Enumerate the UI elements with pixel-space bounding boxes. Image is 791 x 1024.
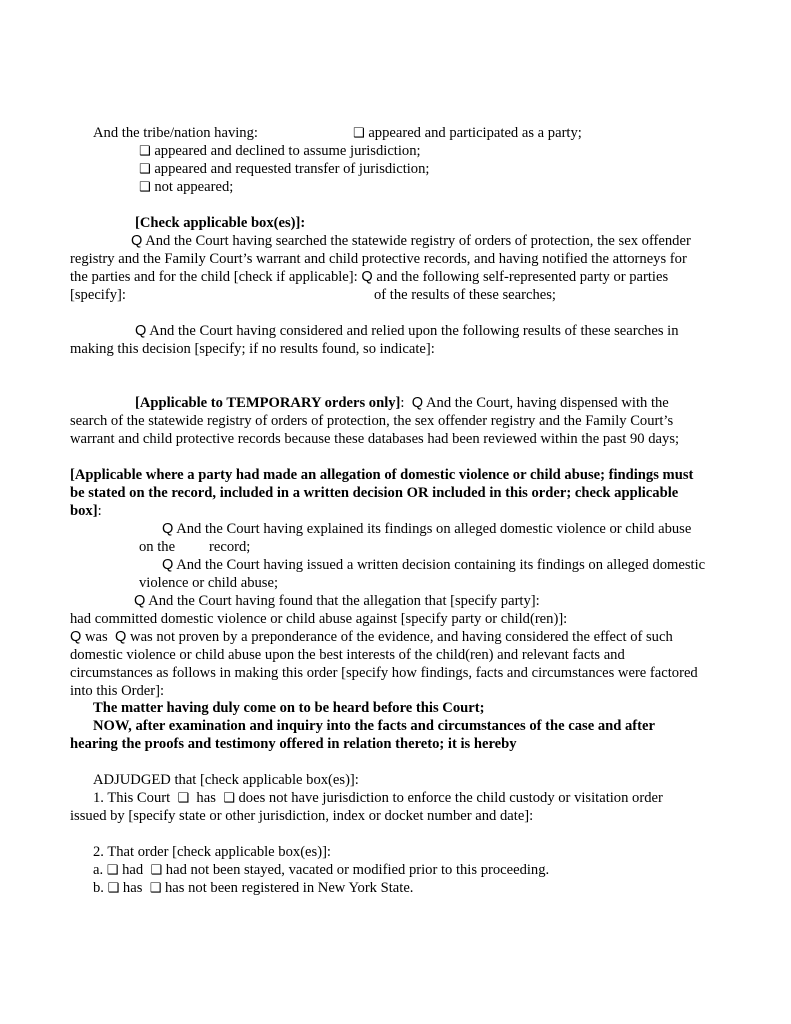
checkbox-icon[interactable]: ❑ — [106, 863, 119, 878]
allegation-line-1: [Applicable where a party had made an allegation of domestic violence or child abuse; findings must — [70, 467, 694, 483]
checkbox-icon[interactable]: ❑ — [139, 162, 151, 177]
temporary-line-2: search of the statewide registry of orders of protection, the sex offender registry and the Family Court’s — [70, 413, 674, 429]
now-line-1: NOW, after examination and inquiry into the facts and circumstances of the case and after — [93, 718, 655, 734]
considered-line-1: Q And the Court having considered and relied upon the following results of these searches in — [135, 323, 679, 339]
findings-committed-line: had committed domestic violence or child abuse against [specify party or child(ren)]: — [70, 611, 568, 627]
adjudged-line: ADJUDGED that [check applicable box(es)]: — [93, 772, 359, 788]
check-heading: [Check applicable box(es)]: — [135, 215, 306, 231]
q-checkbox-icon[interactable]: Q — [131, 233, 143, 249]
item-1-line-1: 1. This Court ❑ has ❑ does not have jurisdiction to enforce the child custody or visitation order — [93, 790, 663, 806]
item-2-title: 2. That order [check applicable box(es)]: — [93, 844, 331, 860]
tribe-option-not-appeared — [139, 178, 233, 197]
findings-explained-record: record; — [209, 539, 251, 555]
findings-line-6: domestic violence or child abuse upon the best interests of the child(ren) and relevant facts and — [70, 647, 625, 663]
allegation-line-2: be stated on the record, included in a written decision OR included in this order; check applicable — [70, 485, 679, 501]
tribe-option-transfer — [139, 160, 429, 179]
registry-specify-label: [specify]: — [70, 287, 126, 303]
temporary-line-3: warrant and child protective records because these databases had been reviewed within the past 90 days; — [70, 431, 680, 447]
considered-line-2: making this decision [specify; if no results found, so indicate]: — [70, 341, 435, 357]
findings-written-line-1: Q And the Court having issued a written decision containing its findings on alleged domestic — [162, 557, 706, 573]
q-checkbox-icon[interactable]: Q — [115, 629, 127, 645]
registry-line-3: the parties and for the child [check if applicable]: Q and the following self-represented party or parties — [70, 269, 669, 285]
option-label: appeared and participated as a party; — [368, 125, 582, 141]
checkbox-icon[interactable]: ❑ — [150, 863, 163, 878]
tribe-option-declined — [139, 142, 421, 161]
findings-found-line: Q And the Court having found that the allegation that [specify party]: — [134, 593, 540, 609]
tribe-intro: And the tribe/nation having: — [93, 125, 258, 141]
checkbox-icon[interactable]: ❑ — [353, 126, 365, 141]
option-label: not appeared; — [154, 179, 234, 195]
matter-heard-line: The matter having duly come on to be heard before this Court; — [93, 700, 485, 716]
findings-explained-line-2: on the — [139, 539, 176, 555]
option-label: appeared and declined to assume jurisdiction; — [154, 143, 421, 159]
checkbox-icon[interactable]: ❑ — [177, 791, 190, 806]
allegation-line-3: box]: — [70, 503, 102, 519]
q-checkbox-icon[interactable]: Q — [162, 521, 174, 537]
q-checkbox-icon[interactable]: Q — [411, 395, 424, 411]
q-checkbox-icon[interactable]: Q — [361, 269, 373, 285]
findings-written-line-2: violence or child abuse; — [139, 575, 278, 591]
item-2a-line: a. ❑ had ❑ had not been stayed, vacated or modified prior to this proceeding. — [93, 862, 550, 878]
registry-line-1: Q And the Court having searched the statewide registry of orders of protection, the sex offender — [131, 233, 691, 249]
findings-proven-line: Q was Q was not proven by a preponderance of the evidence, and having considered the effect of such — [70, 629, 673, 645]
checkbox-icon[interactable]: ❑ — [139, 144, 151, 159]
findings-line-8: into this Order]: — [70, 683, 165, 699]
checkbox-icon[interactable]: ❑ — [223, 791, 235, 806]
registry-results-text: of the results of these searches; — [374, 287, 556, 303]
findings-line-7: circumstances as follows in making this order [specify how findings, facts and circumstances were factored — [70, 665, 698, 681]
tribe-option-participated — [353, 124, 582, 143]
findings-explained-line-1: Q And the Court having explained its findings on alleged domestic violence or child abuse — [162, 521, 692, 537]
option-label: appeared and requested transfer of jurisdiction; — [154, 161, 430, 177]
q-checkbox-icon[interactable]: Q — [134, 593, 146, 609]
checkbox-icon[interactable]: ❑ — [107, 881, 120, 896]
checkbox-icon[interactable]: ❑ — [139, 180, 151, 195]
q-checkbox-icon[interactable]: Q — [70, 629, 82, 645]
temporary-line-1: [Applicable to TEMPORARY orders only]: Q And the Court, having dispensed with the — [135, 395, 669, 411]
item-2b-line: b. ❑ has ❑ has not been registered in New York State. — [93, 880, 414, 896]
checkbox-icon[interactable]: ❑ — [149, 881, 162, 896]
q-checkbox-icon[interactable]: Q — [135, 323, 147, 339]
now-line-2: hearing the proofs and testimony offered in relation thereto; it is hereby — [70, 736, 517, 752]
q-checkbox-icon[interactable]: Q — [162, 557, 174, 573]
item-1-line-2: issued by [specify state or other jurisdiction, index or docket number and date]: — [70, 808, 534, 824]
registry-line-2: registry and the Family Court’s warrant and child protective records, and having notified the attorneys for — [70, 251, 687, 267]
